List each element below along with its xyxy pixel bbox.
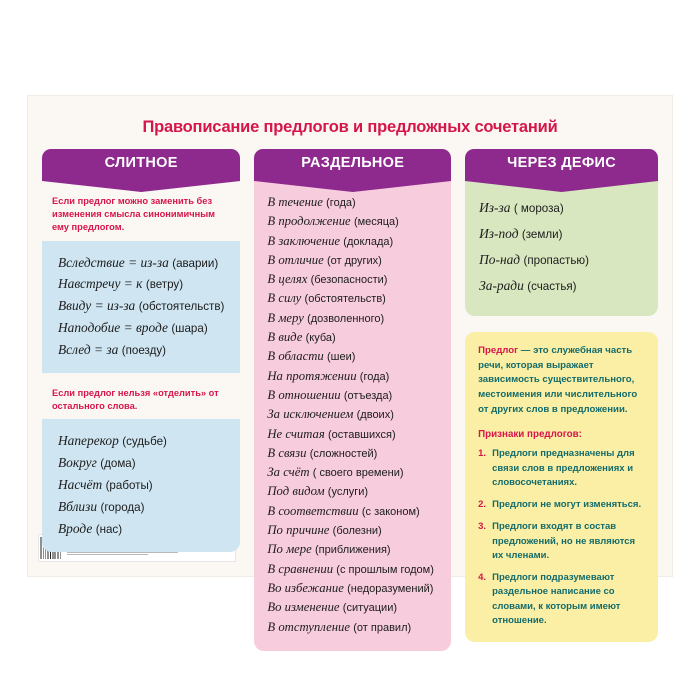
preposition: В связи — [267, 445, 307, 460]
example-word: (поезду) — [121, 344, 167, 358]
preposition: В соответствии — [267, 503, 359, 518]
preposition: По причине — [267, 523, 330, 538]
list-item — [267, 386, 440, 405]
example-word: (нас) — [95, 523, 123, 537]
page-title: Правописание предлогов и предложных сочетаний — [142, 118, 558, 136]
example-word: (ветру) — [145, 278, 184, 292]
list-item — [478, 571, 645, 628]
preposition: В продолжение — [267, 214, 351, 229]
example-word: (счастья) — [527, 280, 577, 294]
list-item — [58, 430, 224, 452]
example-word: (судьбе) — [122, 435, 167, 449]
preposition: В целях — [267, 272, 308, 287]
column-separate — [254, 149, 451, 651]
preposition: В области — [267, 349, 324, 364]
example-word: (шеи) — [326, 351, 356, 364]
info-subtitle: Признаки предлогов: — [478, 429, 582, 441]
item-text: Предлоги предназначены для связи слов в предложениях и словосочетаниях. — [492, 448, 635, 488]
list-item — [267, 560, 440, 579]
preposition: На протяжении — [267, 368, 357, 383]
list-item — [267, 270, 440, 289]
list-item — [267, 482, 440, 501]
preposition: За счёт — [267, 465, 310, 480]
list-item — [267, 521, 440, 540]
example-word: (обстоятельств) — [138, 300, 225, 314]
list-item — [58, 252, 224, 274]
example-word: (безопасности) — [310, 274, 388, 287]
item-number: 1. — [478, 448, 487, 460]
preposition: Из-под — [479, 226, 519, 242]
panel-separate — [254, 181, 451, 651]
list-item — [58, 474, 224, 496]
item-text: Предлоги не могут изменяться. — [492, 499, 642, 511]
list-item — [58, 295, 224, 317]
preposition: В силу — [267, 291, 302, 306]
definition-text — [478, 344, 645, 419]
column-header-separate-label: РАЗДЕЛЬНОЕ — [301, 155, 405, 171]
example-word: (дома) — [100, 457, 136, 471]
column-header-hyphen — [465, 149, 658, 181]
item-number: 3. — [478, 521, 487, 533]
preposition: Вроде — [58, 521, 93, 537]
info-box — [465, 332, 658, 643]
list-item — [267, 405, 440, 424]
list-item — [267, 444, 440, 463]
list-item — [267, 425, 440, 444]
column-merged — [42, 149, 240, 552]
column-hyphen — [465, 149, 658, 642]
preposition: Навстречу = к — [58, 276, 143, 292]
example-word: (работы) — [105, 479, 153, 493]
example-word: ( мороза) — [513, 202, 564, 215]
list-item — [58, 518, 224, 540]
list-item — [58, 452, 224, 474]
microprint-line — [67, 552, 178, 553]
rule-text-2: Если предлог нельзя «отделить» от остального слова. — [52, 388, 219, 412]
preposition: Во изменение — [267, 600, 340, 615]
preposition: Наперекор — [58, 433, 119, 449]
preposition: За исключением — [267, 407, 354, 422]
list-item — [58, 273, 224, 295]
example-word: (шара) — [171, 322, 208, 336]
preposition: В виде — [267, 330, 303, 345]
list-item — [478, 498, 645, 512]
preposition: В меру — [267, 310, 304, 325]
list-item — [479, 247, 646, 273]
list-item — [479, 195, 646, 221]
example-word: (города) — [100, 501, 145, 515]
example-word: (болезни) — [332, 525, 382, 538]
preposition: Из-за — [479, 200, 511, 215]
panel-hyphen — [465, 181, 658, 316]
list-item — [479, 221, 646, 247]
example-word: (земли) — [521, 228, 563, 242]
example-word: (доклада) — [343, 235, 394, 248]
list-item — [267, 579, 440, 598]
preposition: Ввиду = из-за — [58, 298, 136, 314]
list-item — [267, 463, 440, 482]
preposition: Вокруг — [58, 455, 97, 471]
example-word: (месяца) — [353, 216, 399, 229]
list-item — [267, 328, 440, 347]
example-word: (куба) — [305, 332, 336, 345]
preposition: В сравнении — [267, 561, 334, 576]
list-item — [267, 540, 440, 559]
microprint-line — [67, 554, 148, 555]
example-word: (от правил) — [353, 621, 412, 634]
column-header-merged-label: СЛИТНОЕ — [104, 155, 178, 171]
list-item — [58, 496, 224, 518]
panel-merged — [42, 181, 240, 552]
list-item — [267, 232, 440, 251]
preposition: Наподобие = вроде — [58, 320, 168, 336]
preposition: В отличие — [267, 252, 324, 267]
item-number: 4. — [478, 572, 487, 584]
list-item — [267, 193, 440, 212]
preposition: Вблизи — [58, 499, 98, 515]
list-item — [267, 212, 440, 231]
preposition: В отступление — [267, 619, 351, 634]
example-word: (недоразумений) — [347, 582, 434, 595]
example-word: (дозволенного) — [307, 312, 385, 325]
example-word: (двоих) — [356, 409, 394, 422]
list-item — [267, 367, 440, 386]
list-item — [478, 520, 645, 563]
list-item — [267, 289, 440, 308]
preposition: Вследствие = из-за — [58, 254, 169, 270]
column-header-separate — [254, 149, 451, 181]
preposition: Не считая — [267, 426, 325, 441]
item-text: Предлоги входят в состав предложений, но не являются их членами. — [492, 521, 636, 561]
preposition: Вслед = за — [58, 342, 119, 358]
item-number: 2. — [478, 499, 487, 511]
rule-block-2 — [42, 373, 240, 419]
example-word: (аварии) — [172, 256, 219, 270]
example-word: (оставшихся) — [328, 428, 396, 441]
list-item — [267, 309, 440, 328]
preposition: Во избежание — [267, 580, 344, 595]
example-word: (ситуации) — [342, 602, 398, 615]
example-word: (сложностей) — [309, 447, 378, 460]
preposition: По-над — [479, 252, 521, 268]
example-word: (услуги) — [327, 486, 369, 499]
features-list — [478, 447, 645, 628]
list-item — [58, 317, 224, 339]
example-word: (с законом) — [361, 505, 420, 518]
example-word: (пропастью) — [523, 254, 589, 268]
preposition: Насчёт — [58, 477, 103, 493]
preposition: Под видом — [267, 484, 325, 499]
example-word: (года) — [359, 370, 390, 383]
column-header-hyphen-label: ЧЕРЕЗ ДЕФИС — [507, 155, 616, 171]
list-item — [58, 339, 224, 361]
example-word: (года) — [326, 197, 356, 209]
list-item — [479, 273, 646, 299]
column-header-merged — [42, 149, 240, 181]
definition-body: — это служебная часть речи, которая выражает зависимость существительного, местоимения или числительного от других слов в предложении. — [478, 344, 638, 416]
examples-box-1 — [48, 241, 234, 374]
preposition: В заключение — [267, 233, 341, 248]
preposition: В отношении — [267, 387, 341, 402]
example-word: (отъезда) — [343, 389, 393, 402]
rule-text-1: Если предлог можно заменить без изменения смысла синонимичным ему предлогом. — [52, 196, 216, 233]
preposition: За-ради — [479, 278, 524, 294]
list-item — [267, 598, 440, 617]
definition-term: Предлог — [478, 344, 519, 356]
columns-container — [28, 149, 672, 651]
list-item — [267, 251, 440, 270]
example-word: (от других) — [326, 254, 382, 267]
list-item — [267, 502, 440, 521]
list-item — [267, 618, 440, 637]
example-word: ( своего времени) — [312, 467, 404, 480]
example-word: (с прошлым годом) — [336, 563, 434, 576]
list-item — [267, 347, 440, 366]
list-item — [478, 447, 645, 490]
example-word: (обстоятельств) — [304, 293, 386, 306]
poster-card — [28, 96, 672, 634]
example-word: (приближения) — [315, 544, 391, 557]
preposition: В течение — [267, 195, 323, 209]
examples-box-2 — [48, 419, 234, 552]
preposition: По мере — [267, 542, 312, 557]
item-text: Предлоги подразумевают раздельное написание со словами, к которым имеют отношение. — [492, 572, 621, 626]
